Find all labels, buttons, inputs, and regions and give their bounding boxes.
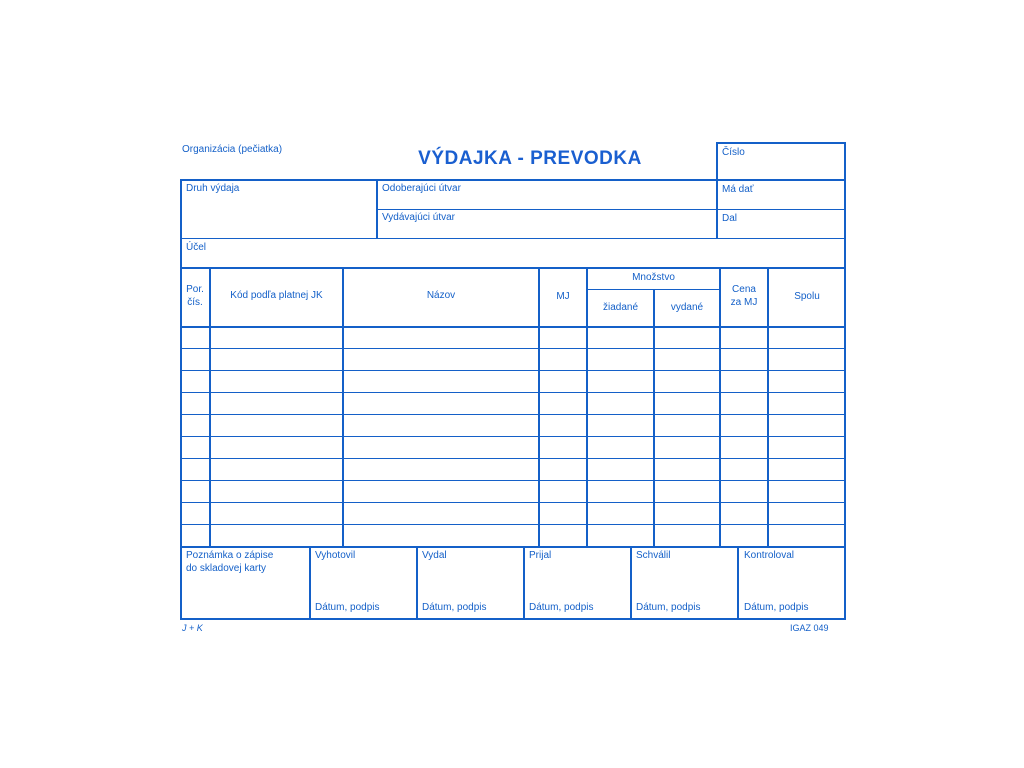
credit-label: Dal <box>722 213 738 224</box>
note-label: Poznámka o zápise <box>186 550 274 561</box>
col-unit-label: MJ <box>556 291 570 302</box>
prepared-label: Vyhotovil <box>315 550 356 561</box>
col-issued-label: vydané <box>670 302 704 313</box>
checked-label: Kontroloval <box>744 550 795 561</box>
info-divider <box>377 209 845 210</box>
publisher-mark: J + K <box>182 623 203 633</box>
header-divider <box>588 289 719 290</box>
info-divider <box>181 238 845 239</box>
table-row <box>181 392 845 393</box>
debit-label: Má dať <box>722 184 754 195</box>
col-name-label: Názov <box>426 290 456 301</box>
signature-divider <box>416 547 418 619</box>
date-sign-label: Dátum, podpis <box>529 602 594 613</box>
issue-type-label: Druh výdaja <box>186 183 240 194</box>
column-line <box>209 268 211 547</box>
number-label: Číslo <box>722 147 745 158</box>
items-table <box>180 267 846 548</box>
receiving-unit-label: Odoberajúci útvar <box>382 183 461 194</box>
note-label: do skladovej karty <box>186 563 267 574</box>
organization-label: Organizácia (pečiatka) <box>182 144 283 155</box>
date-sign-label: Dátum, podpis <box>422 602 487 613</box>
received-label: Prijal <box>529 550 552 561</box>
signature-divider <box>737 547 739 619</box>
col-quantity-label: Množstvo <box>632 272 675 283</box>
column-line <box>538 268 540 547</box>
col-price-label: Cena <box>732 284 756 295</box>
signature-divider <box>309 547 311 619</box>
header-divider <box>181 326 845 328</box>
date-sign-label: Dátum, podpis <box>744 602 809 613</box>
column-line <box>767 268 769 547</box>
date-sign-label: Dátum, podpis <box>315 602 380 613</box>
table-row <box>181 370 845 371</box>
form-code: IGAZ 049 <box>790 623 829 633</box>
date-sign-label: Dátum, podpis <box>636 602 701 613</box>
issuing-unit-label: Vydávajúci útvar <box>382 212 455 223</box>
table-row <box>181 436 845 437</box>
table-row <box>181 414 845 415</box>
purpose-label: Účel <box>186 242 207 253</box>
signature-divider <box>630 547 632 619</box>
form-title: VÝDAJKA - PREVODKA <box>418 148 642 169</box>
col-price-label: za MJ <box>730 297 758 308</box>
issued-by-label: Vydal <box>422 550 447 561</box>
column-line <box>342 268 344 547</box>
table-row <box>181 480 845 481</box>
col-code-label: Kód podľa platnej JK <box>230 290 323 301</box>
table-row <box>181 524 845 525</box>
table-row <box>181 502 845 503</box>
approved-label: Schválil <box>636 550 671 561</box>
col-cis-label: čís. <box>187 297 203 308</box>
col-requested-label: žiadané <box>602 302 639 313</box>
table-row <box>181 458 845 459</box>
column-line <box>719 268 721 547</box>
signature-divider <box>523 547 525 619</box>
col-total-label: Spolu <box>794 291 820 302</box>
table-row <box>181 348 845 349</box>
column-line <box>653 290 655 547</box>
col-por-label: Por. <box>186 284 204 295</box>
